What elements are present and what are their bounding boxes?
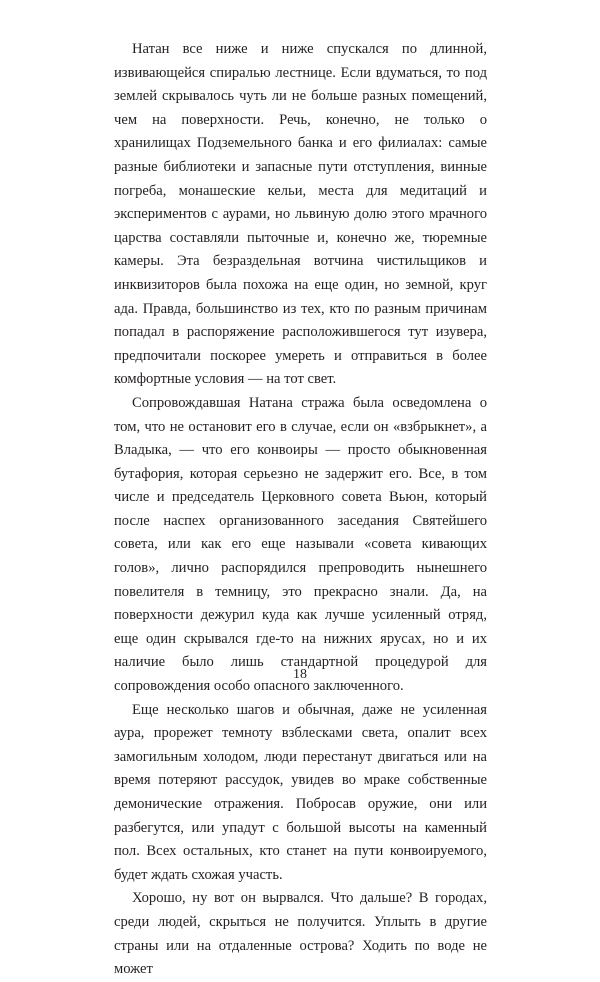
paragraph-2: Сопровождавшая Натана стража была осведомлена о том, что не остановит его в случае, если он «взбрыкнет», а Владыка, — что его конвоиры — просто обыкновенная бутафория, которая серьезно не задержит его. Все, в том числе и председатель Церковного совета Вьюн, который после наспех организованного заседания Святейшего совета, или как его еще называли «совета кивающих голов», лично распорядился препроводить нынешнего повелителя в темницу, это прекрасно знали. Да, на поверхности дежурил куда как лучше усиленный отряд, еще один скрывался где-то на нижних ярусах, но и их наличие было лишь стандартной процедурой для сопровождения особо опасного заключенного. <box>114 394 487 695</box>
paragraph-1: Натан все ниже и ниже спускался по длинной, извивающейся спиралью лестнице. Если вдуматься, то под землей скрывалось чуть ли не больше разных помещений, чем на поверхности. Речь, конечно, не только о хранилищах Подземельного банка и его филиалах: самые разные библиотеки и запасные пути отступления, винные погреба, монашеские кельи, места для медитаций и экспериментов с аурами, но львиную долю этого мрачного царства составляли пыточные и, конечно же, тюремные камеры. Эта безраздельная вотчина чистильщиков и инквизиторов была похожа на еще один, но земной, круг ада. Правда, большинство из тех, кто по разным причинам попадал в распоряжение расположившегося тут изувера, предпочитали поскорее умереть и отправиться в более комфортные условия — на тот свет. <box>114 41 487 388</box>
paragraph-3: Еще несколько шагов и обычная, даже не усиленная аура, прорежет темноту взблесками света, опалит всех замогильным холодом, люди перестанут двигаться или на время потеряют рассудок, увидев во мраке собственные демонические отражения. Побросав оружие, они или разбегутся, или упадут с большой высоты на каменный пол. Всех остальных, кто станет на пути конвоируемого, будет ждать схожая участь. <box>114 701 487 883</box>
page-number: 18 <box>293 667 307 682</box>
body-text <box>114 38 487 982</box>
paragraph-4: Хорошо, ну вот он вырвался. Что дальше? В городах, среди людей, скрыться не получится. Уплыть в другие страны или на отдаленные острова? Ходить по воде не может <box>114 890 487 978</box>
